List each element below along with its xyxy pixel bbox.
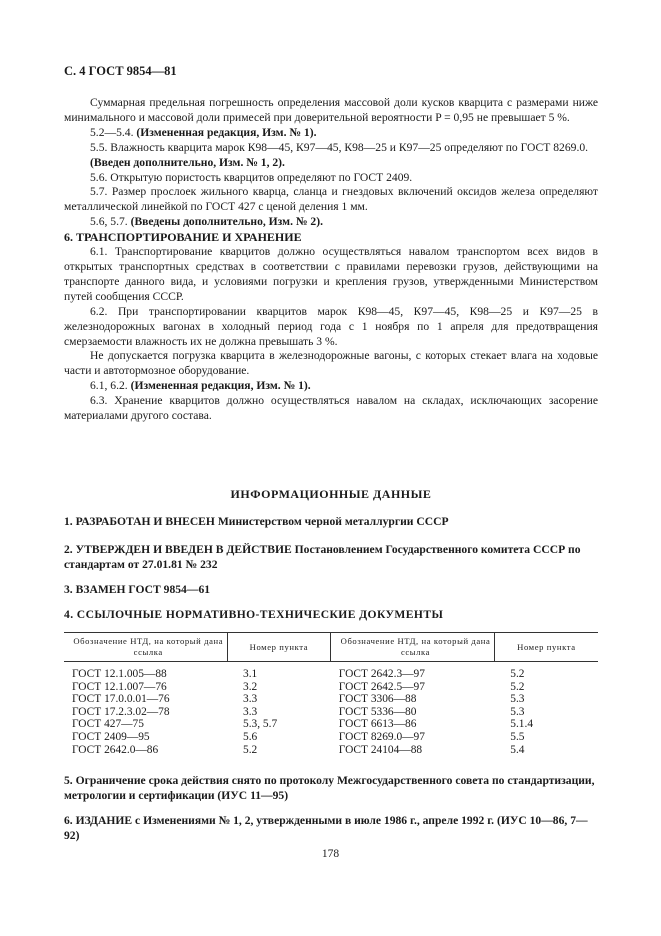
table-cell: 5.2 — [510, 680, 525, 693]
table-row — [64, 718, 598, 731]
table-cell: ГОСТ 2642.3—97 — [338, 668, 425, 680]
table-cell: 5.4 — [510, 743, 525, 756]
table-cell: 3.3 — [243, 705, 258, 718]
paragraph-5-6: 5.6. Открытую пористость кварцитов определяют по ГОСТ 2409. — [90, 170, 413, 184]
paragraph-6-2: 6.2. При транспортировании кварцитов марок К98—45, К97—45, К98—25 и К97—25 в железнодорожных вагонах в холодный период года с 1 ноября по 1 апреля для предотвращения смерзаемости влажность их не должна превышать 3 %. — [64, 304, 598, 348]
table-cell: ГОСТ 8269.0—97 — [338, 730, 425, 743]
page-number: 178 — [321, 848, 340, 860]
table-cell: ГОСТ 12.1.007—76 — [72, 680, 167, 693]
table-cell: ГОСТ 5336—80 — [338, 705, 417, 718]
table-cell: 5.5 — [510, 730, 525, 743]
table-cell: ГОСТ 17.0.0.01—76 — [72, 693, 170, 706]
info-item-4: 4. ССЫЛОЧНЫЕ НОРМАТИВНО-ТЕХНИЧЕСКИЕ ДОКУМЕНТЫ — [64, 608, 444, 621]
paragraph-5-2-5-4: 5.2—5.4. (Измененная редакция, Изм. № 1). — [90, 125, 317, 139]
table-header-cell: Номер пункта — [494, 633, 598, 662]
info-item-1: 1. РАЗРАБОТАН И ВНЕСЕН Министерством черной металлургии СССР — [64, 515, 449, 528]
table-cell: 5.3, 5.7 — [243, 718, 278, 731]
paragraph-6-1: 6.1. Транспортирование кварцитов должно осуществляться навалом транспортом всех видов в открытых транспортных средствах в соответствии с правилами перевозки грузов, действующими на транспорте данного вида, и условиями погрузки и крепления грузов, утвержденными Министерством путей сообщения СССР. — [64, 245, 598, 303]
paragraph-5-7: 5.7. Размер прослоек жильного кварца, сланца и гнездовых включений оксидов железа определяют металлической линейкой по ГОСТ 427 с ценой деления 1 мм. — [64, 185, 598, 214]
paragraph-loading: Не допускается погрузка кварцита в железнодорожные вагоны, с которых стекает влага на ходовые части и автотормозное оборудование. — [64, 349, 598, 378]
table-cell: ГОСТ 2409—95 — [72, 730, 150, 743]
table-cell: 3.3 — [243, 693, 258, 706]
table-cell: ГОСТ 3306—88 — [338, 693, 417, 706]
paragraph-6-1-6-2: 6.1, 6.2. (Измененная редакция, Изм. № 1). — [90, 379, 311, 393]
table-header-cell: Обозначение НТД, на который дана ссылка — [331, 633, 495, 662]
info-item-3: 3. ВЗАМЕН ГОСТ 9854—61 — [64, 583, 211, 596]
table-header-cell: Номер пункта — [227, 633, 331, 662]
table-cell: 5.6 — [243, 730, 258, 743]
table-cell: 5.3 — [510, 705, 525, 718]
table-cell: ГОСТ 17.2.3.02—78 — [72, 705, 170, 718]
info-item-6: 6. ИЗДАНИЕ с Изменениями № 1, 2, утвержденными в июле 1986 г., апреле 1992 г. (ИУС 10—86, 7—92) — [64, 814, 588, 842]
table-row — [64, 731, 598, 744]
body-text — [64, 96, 598, 424]
paragraph-amendment-1-2: (Введен дополнительно, Изм. № 1, 2). — [90, 155, 285, 169]
table-cell: 3.2 — [243, 680, 258, 693]
table-cell: 3.1 — [243, 668, 258, 680]
table-cell: 5.3 — [510, 693, 525, 706]
table-row — [64, 693, 598, 706]
paragraph-error: Суммарная предельная погрешность определения массовой доли кусков кварцита с размерами ниже минимального и массовой доли примесей при доверительной вероятности P = 0,95 не превышает 5 %. — [64, 96, 598, 124]
page-header: С. 4 ГОСТ 9854—81 — [64, 64, 177, 78]
references-table — [64, 632, 598, 756]
table-cell: ГОСТ 24104—88 — [338, 743, 423, 756]
table-row — [64, 681, 598, 694]
info-item-2: 2. УТВЕРЖДЕН И ВВЕДЕН В ДЕЙСТВИЕ Постановлением Государственного комитета СССР по стандартам от 27.01.81 № 232 — [64, 543, 581, 571]
table-row — [64, 668, 598, 681]
paragraph-5-6-5-7: 5.6, 5.7. (Введены дополнительно, Изм. № 2). — [90, 215, 323, 229]
table-cell: ГОСТ 2642.0—86 — [72, 743, 159, 756]
table-cell: ГОСТ 6613—86 — [338, 718, 417, 731]
table-cell: ГОСТ 427—75 — [72, 718, 144, 731]
table-cell: 5.2 — [510, 668, 525, 680]
table-row — [64, 744, 598, 757]
table-row — [64, 706, 598, 719]
section-6-title: 6. ТРАНСПОРТИРОВАНИЕ И ХРАНЕНИЕ — [64, 230, 302, 245]
table-header-row — [64, 633, 598, 662]
table-cell: ГОСТ 12.1.005—88 — [72, 668, 167, 680]
table-header-cell: Обозначение НТД, на который дана ссылка — [64, 633, 227, 662]
info-title: ИНФОРМАЦИОННЫЕ ДАННЫЕ — [230, 487, 432, 501]
paragraph-5-5: 5.5. Влажность кварцита марок К98—45, К97—45, К98—25 и К97—25 определяют по ГОСТ 8269.0. — [90, 140, 589, 154]
table-cell: ГОСТ 2642.5—97 — [338, 680, 425, 693]
table-cell: 5.1.4 — [510, 718, 534, 731]
info-item-5: 5. Ограничение срока действия снято по протоколу Межгосударственного совета по стандартизации, метрологии и сертификации (ИУС 11—95) — [64, 774, 595, 802]
paragraph-6-3: 6.3. Хранение кварцитов должно осуществляться навалом на складах, исключающих засорение материалами другого состава. — [64, 394, 598, 423]
table-cell: 5.2 — [243, 743, 258, 756]
